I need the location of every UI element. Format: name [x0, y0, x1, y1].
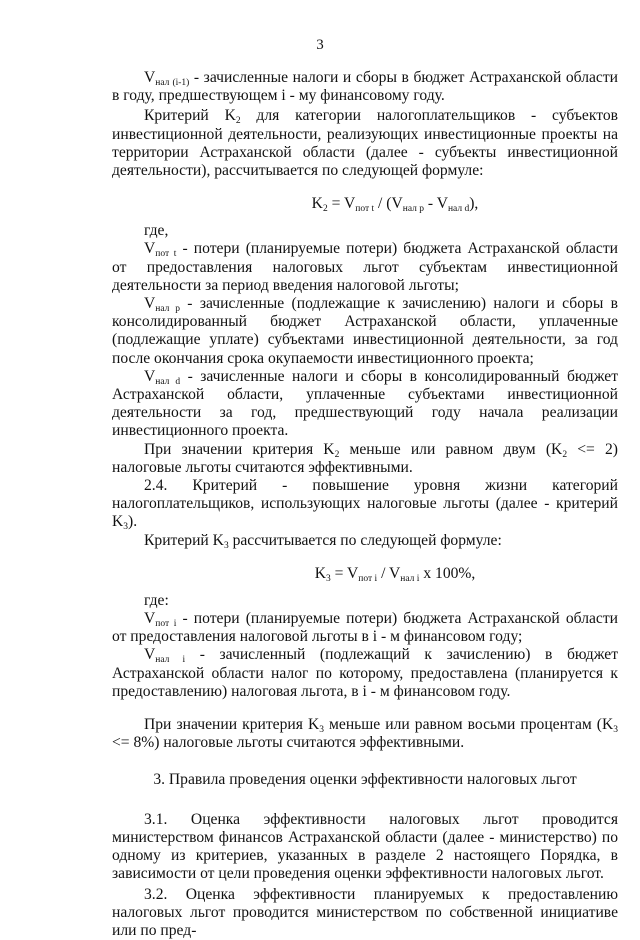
text-part: для категории налогоплательщиков - субъектов инвестиционной деятельности, реализующих инвестиционные проекты на территории Астраханской области (далее - субъекты инвестиционной деятельности), рассчитывается по следующей формуле: [112, 107, 618, 180]
definition-v-nal-p [112, 295, 618, 368]
paragraph-3-1: 3.1. Оценка эффективности налоговых льгот проводится министерством финансов Астраханской области (далее - министерство) по одному из критериев, указанных в разделе 2 настоящего Порядка, в зависимости от цели проведения оценки эффективности налоговых льгот. [112, 810, 618, 883]
definition-v-pot-t [112, 240, 618, 295]
formula-part: K [314, 564, 326, 582]
definition-text: - зачисленные налоги и сборы в консолидированный бюджет Астраханской области, уплаченные субъектами инвестиционной деятельности за год, предшествующий году начала реализации инвестиционного проекта. [112, 367, 619, 440]
page-content [112, 69, 618, 940]
text-part: <= 2) налоговые льготы считаются эффективными. [112, 440, 618, 476]
formula-k2 [172, 194, 618, 214]
formula-part: x 100%, [419, 564, 476, 582]
var-v: V [144, 295, 156, 313]
paragraph-criterion-k3 [112, 532, 618, 550]
where-label-1: где, [144, 222, 169, 240]
subscript: пот i [155, 619, 177, 630]
subscript: нал p [155, 304, 180, 315]
formula-part: / (V [374, 195, 403, 213]
subscript: 3 [319, 725, 324, 736]
subscript: 3 [325, 573, 331, 584]
formula-part: K [311, 195, 323, 213]
var-v: V [144, 646, 156, 664]
paragraph-3-2: 3.2. Оценка эффективности планируемых к предоставлению налоговых льгот проводится министерством по собственной инициативе или по пред- [112, 885, 618, 939]
subscript: пот t [355, 204, 375, 215]
formula-part: = V [330, 564, 359, 582]
formula-k3 [172, 564, 618, 584]
subscript: 3 [613, 725, 618, 736]
text-part: При значении критерия K [144, 440, 335, 458]
subscript: 2 [334, 449, 340, 460]
text-part: меньше или равном двум (K [339, 440, 563, 458]
text-part: <= 8%) налоговые льготы считаются эффективными. [112, 734, 465, 752]
subscript: 2 [562, 449, 568, 460]
subscript: нал d [447, 204, 470, 215]
definition-v-nal-d [112, 368, 618, 441]
subscript: 3 [223, 540, 229, 551]
definition-v-nal-i [112, 646, 618, 701]
subscript: нал i [155, 655, 186, 666]
text-part: ). [128, 513, 138, 531]
condition-k3 [112, 716, 618, 752]
definition-text: - потери (планируемые потери) бюджета Астраханской области от предоставления налоговой льготы в i - м финансовом году; [112, 610, 619, 646]
subscript: 2 [235, 116, 241, 127]
formula-part: - V [423, 195, 448, 213]
var-v: V [144, 240, 156, 258]
definition-text: - зачисленный (подлежащий к зачислению) в бюджет Астраханской области налог по которому, предоставлена (планируется к предоставлению) налоговая льгота, в i - м финансовом году. [112, 646, 619, 700]
text-part: При значении критерия K [144, 716, 320, 734]
subscript: 2 [322, 204, 328, 215]
where-label-2: где: [144, 591, 169, 609]
formula-part: ), [469, 195, 479, 213]
paragraph-2-4 [112, 477, 618, 532]
definition-v-pot-i [112, 610, 618, 646]
subscript: 3 [123, 522, 129, 533]
paragraph-criterion-k2 [112, 107, 618, 180]
page-number: 3 [316, 37, 324, 53]
text-part: меньше или равном восьми процентам (K [323, 716, 614, 734]
paragraph-text: - зачисленные налоги и сборы в бюджет Астраханской области в году, предшествующем i - му финансовому году. [112, 69, 618, 105]
paragraph-v-nal-prev [112, 69, 618, 105]
subscript: пот i [358, 573, 378, 584]
subscript: нал p [402, 204, 424, 215]
definition-text: - зачисленные (подлежащие к зачислению) налоги и сборы в консолидированный бюджет Астраханской области, уплаченные (подлежащие уплате) субъектами инвестиционной деятельности, за год после окончания срока окупаемости инвестиционного проекта; [112, 295, 618, 367]
text-part: Критерий K [144, 531, 224, 549]
formula-part: = V [327, 195, 356, 213]
formula-part: / V [377, 564, 401, 582]
var-v: V [144, 367, 156, 385]
subscript: пот t [155, 249, 177, 260]
var-v: V [144, 69, 156, 86]
section-3-title: 3. Правила проведения оценки эффективности налоговых льгот [153, 770, 577, 788]
text-part: рассчитывается по следующей формуле: [228, 531, 502, 549]
text-part: 2.4. Критерий - повышение уровня жизни категорий налогоплательщиков, использующих налоговые льготы (далее - критерий K [112, 477, 618, 531]
subscript: нал (i-1) [155, 78, 190, 88]
condition-k2 [112, 441, 618, 477]
subscript: нал i [400, 573, 420, 584]
text-part: Критерий K [144, 107, 236, 125]
var-v: V [144, 610, 156, 628]
subscript: нал d [155, 376, 181, 387]
definition-text: - потери (планируемые потери) бюджета Астраханской области от предоставления налоговых льгот субъектам инвестиционной деятельности за период введения налоговой льготы; [112, 240, 619, 294]
